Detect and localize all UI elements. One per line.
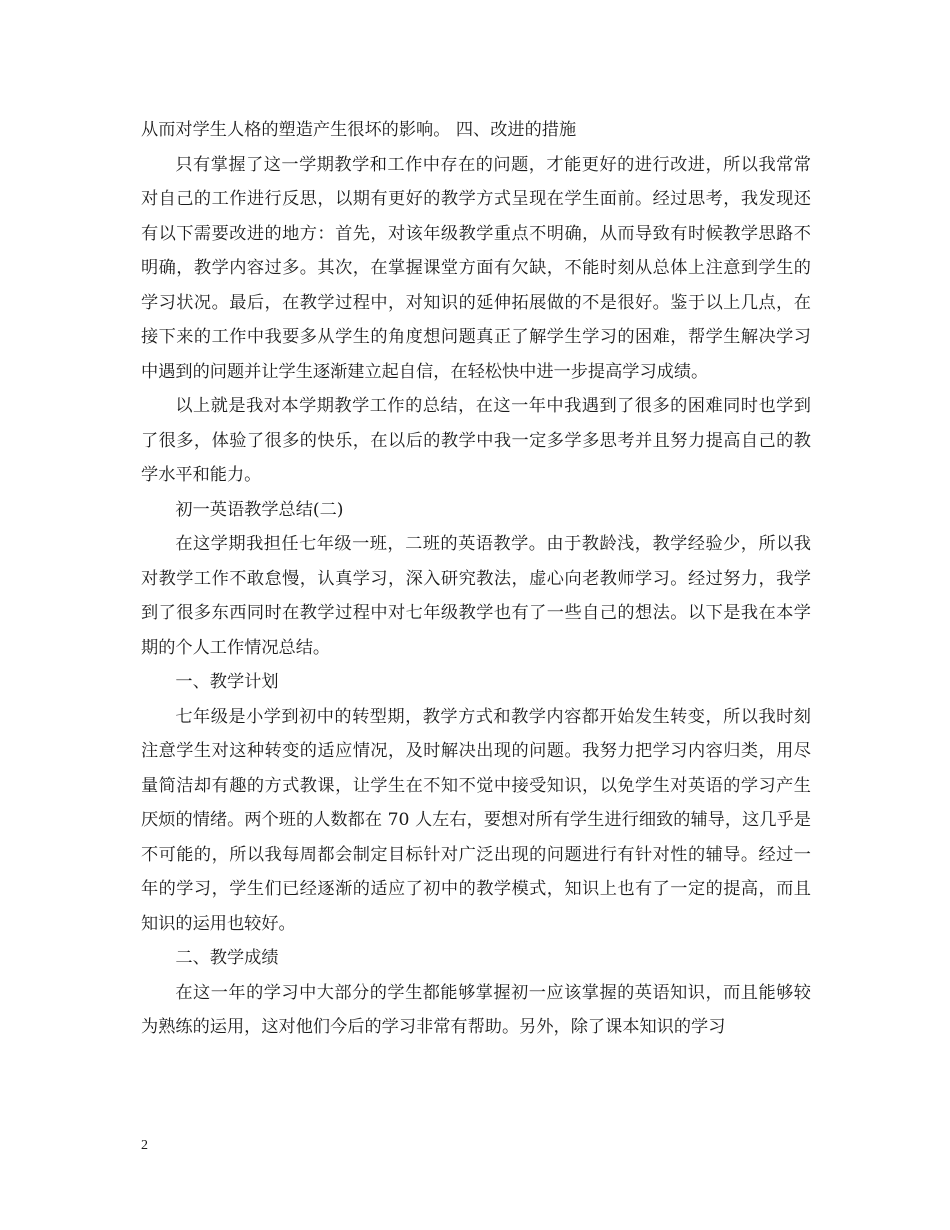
paragraph-summary-conclusion: 以上就是我对本学期教学工作的总结，在这一年中我遇到了很多的困难同时也学到了很多，体验了很多的快乐，在以后的教学中我一定多学多思考并且努力提高自己的教学水平和能力。 [141, 396, 811, 485]
paragraph-improvement-measures: 只有掌握了这一学期教学和工作中存在的问题，才能更好的进行改进，所以我常常对自己的工作进行反思，以期有更好的教学方式呈现在学生面前。经过思考，我发现还有以下需要改进的地方：首先，对该年级教学重点不明确，从而导致有时候教学思路不明确，教学内容过多。其次，在掌握课堂方面有欠缺，不能时刻从总体上注意到学生的学习状况。最后，在教学过程中，对知识的延伸拓展做的不是很好。鉴于以上几点，在接下来的工作中我要多从学生的角度想问题真正了解学生学习的困难，帮学生解决学习中遇到的问题并让学生逐渐建立起自信，在轻松快中进一步提高学习成绩。 [141, 154, 811, 382]
heading-teaching-plan: 一、教学计划 [175, 672, 279, 692]
page-number: 2 [141, 1138, 148, 1153]
paragraph-teaching-plan: 七年级是小学到初中的转型期，教学方式和教学内容都开始发生转变，所以我时刻注意学生对这种转变的适应情况，及时解决出现的问题。我努力把学习内容归类，用尽量简洁却有趣的方式教课，让学生在不知不觉中接受知识，以免学生对英语的学习产生厌烦的情绪。两个班的人数都在 70 人左右，要想对所有学生进行细致的辅导，这几乎是不可能的，所以我每周都会制定目标针对广泛出现的问题进行有针对性的辅导。经过一年的学习，学生们已经逐渐的适应了初中的教学模式，知识上也有了一定的提高，而且知识的运用也较好。 [141, 706, 811, 934]
paragraph-teaching-results: 在这一年的学习中大部分的学生都能够掌握初一应该掌握的英语知识，而且能够较为熟练的运用，这对他们今后的学习非常有帮助。另外，除了课本知识的学习 [141, 982, 811, 1037]
section-title-summary-two: 初一英语教学总结(二) [175, 499, 344, 520]
paragraph-introduction: 在这学期我担任七年级一班，二班的英语教学。由于教龄浅，教学经验少，所以我对教学工作不敢怠慢，认真学习，深入研究教法，虚心向老教师学习。经过努力，我学到了很多东西同时在教学过程中对七年级教学也有了一些自己的想法。以下是我在本学期的个人工作情况总结。 [141, 534, 811, 658]
document-body [141, 113, 811, 1045]
paragraph-continuation: 从而对学生人格的塑造产生很坏的影响。 四、改进的措施 [141, 120, 577, 140]
heading-teaching-results: 二、教学成绩 [175, 948, 279, 968]
